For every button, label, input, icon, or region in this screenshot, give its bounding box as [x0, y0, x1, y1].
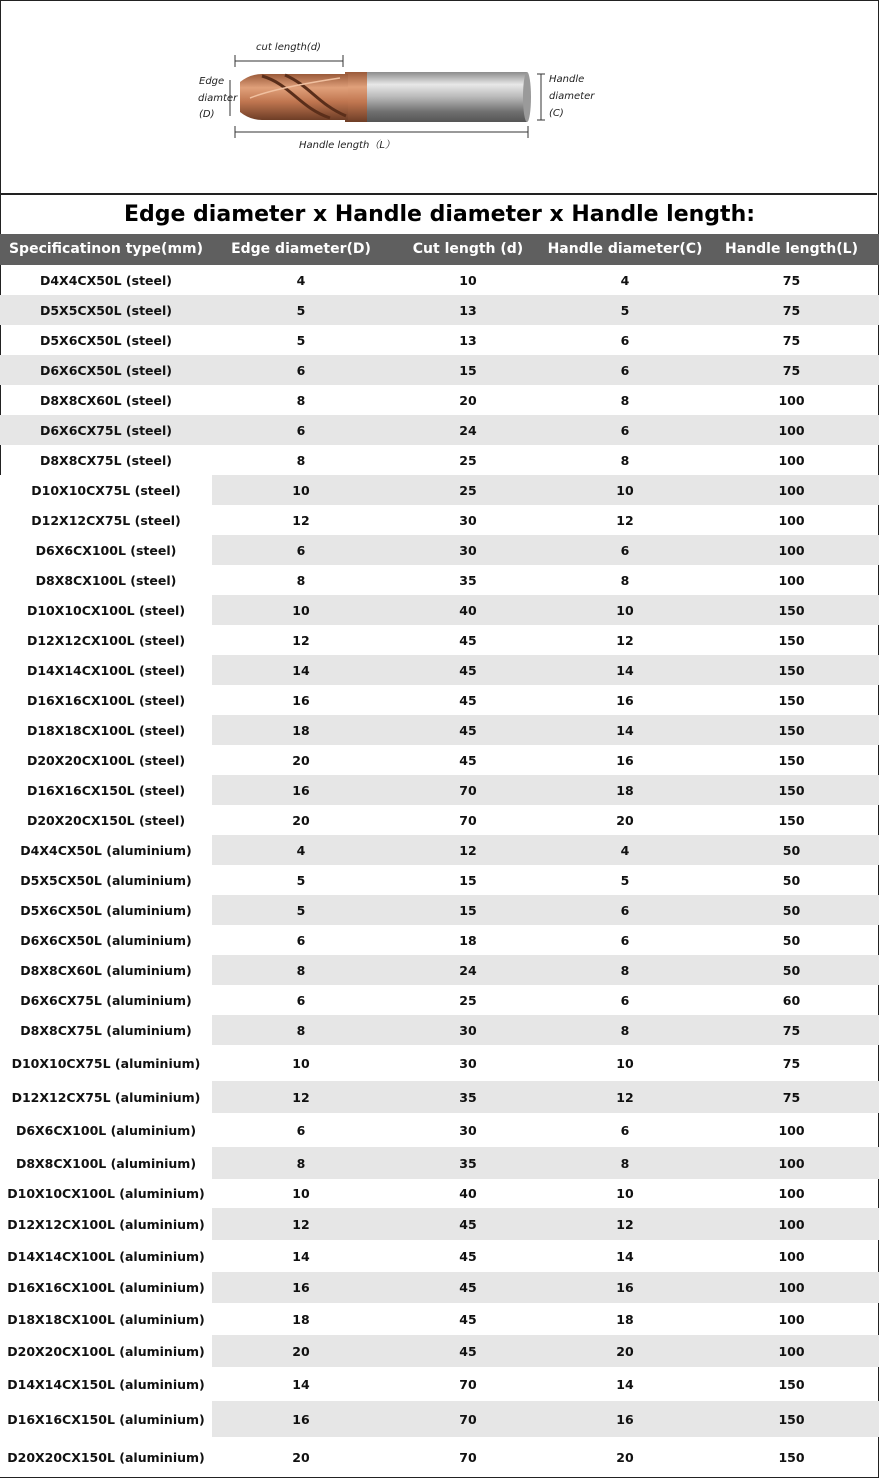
- edge-diameter-cell: 14: [292, 1376, 310, 1392]
- spec-cell: D14X14CX100L (aluminium): [0, 1240, 212, 1272]
- cut-length-cell: 45: [459, 1343, 477, 1359]
- edge-diameter-cell: 20: [292, 1343, 310, 1359]
- end-mill-diagram: [0, 0, 877, 195]
- table-row: [0, 805, 879, 835]
- spec-cell: D6X6CX50L (aluminium): [0, 925, 212, 955]
- handle-length-cell: 100: [778, 542, 805, 558]
- handle-diameter-cell: 20: [616, 1449, 634, 1465]
- spec-cell: D12X12CX100L (aluminium): [0, 1208, 212, 1240]
- edge-diameter-cell: 4: [296, 842, 306, 858]
- edge-diameter-cell: 8: [296, 1022, 306, 1038]
- spec-cell: D16X16CX100L (aluminium): [0, 1272, 212, 1303]
- spec-cell: D6X6CX100L (steel): [0, 535, 212, 565]
- spec-cell: D20X20CX100L (steel): [0, 745, 212, 775]
- column-header-cut-length: Cut length (d): [412, 241, 524, 257]
- edge-diameter-cell: 12: [292, 1089, 310, 1105]
- spec-cell: D5X6CX50L (steel): [39, 332, 172, 348]
- table-row: [0, 655, 879, 685]
- cut-length-cell: 70: [459, 812, 477, 828]
- cut-length-cell: 35: [459, 1089, 477, 1105]
- cut-length-cell: 70: [459, 1411, 477, 1427]
- cut-length-cell: 12: [459, 842, 477, 858]
- handle-length-cell: 150: [778, 1376, 805, 1392]
- cut-length-cell: 24: [459, 422, 477, 438]
- handle-diameter-cell: 20: [616, 812, 634, 828]
- spec-cell: D6X6CX75L (aluminium): [0, 985, 212, 1015]
- handle-diameter-cell: 16: [616, 1411, 634, 1427]
- handle-diameter-cell: 6: [620, 992, 630, 1008]
- spec-cell: D16X16CX150L (steel): [0, 775, 212, 805]
- handle-length-cell: 100: [778, 1280, 805, 1295]
- handle-length-cell: 100: [778, 392, 805, 408]
- handle-diameter-cell: 6: [620, 1122, 630, 1138]
- end-mill-illustration: [0, 0, 877, 193]
- table-row: [0, 1401, 879, 1437]
- spec-cell: D5X6CX50L (aluminium): [0, 895, 212, 925]
- handle-diameter-cell: 12: [616, 512, 634, 528]
- table-row: [0, 1081, 879, 1113]
- edge-diameter-cell: 10: [292, 1055, 310, 1071]
- handle-length-cell: 100: [778, 452, 805, 468]
- cut-length-cell: 45: [459, 752, 477, 768]
- edge-diameter-cell: 12: [292, 632, 310, 648]
- handle-diameter-cell: 16: [616, 692, 634, 708]
- handle-diameter-cell: 8: [620, 962, 630, 978]
- edge-diameter-cell: 14: [292, 662, 310, 678]
- spec-cell: D12X12CX100L (steel): [0, 625, 212, 655]
- table-row: [0, 625, 879, 655]
- handle-length-cell: 75: [782, 302, 801, 318]
- edge-diameter-cell: 16: [292, 1280, 310, 1295]
- cut-length-cell: 45: [459, 662, 477, 678]
- spec-cell: D20X20CX150L (aluminium): [0, 1437, 212, 1477]
- cut-length-cell: 40: [459, 1186, 477, 1201]
- edge-diameter-label-line3: (D): [199, 109, 215, 120]
- edge-diameter-cell: 12: [292, 512, 310, 528]
- handle-length-cell: 75: [782, 1022, 801, 1038]
- table-row: [0, 475, 879, 505]
- cut-length-cell: 15: [459, 872, 477, 888]
- spec-cell: D12X12CX75L (steel): [0, 505, 212, 535]
- handle-diameter-cell: 12: [616, 1216, 634, 1232]
- cut-length-cell: 45: [459, 632, 477, 648]
- cut-length-cell: 30: [459, 1122, 477, 1138]
- spec-cell: D10X10CX100L (steel): [0, 595, 212, 625]
- spec-cell: D6X6CX100L (aluminium): [0, 1113, 212, 1147]
- spec-cell: D6X6CX50L (steel): [39, 362, 172, 378]
- cut-length-cell: 45: [459, 692, 477, 708]
- handle-length-cell: 75: [782, 272, 801, 288]
- table-header: [0, 234, 879, 265]
- edge-diameter-cell: 20: [292, 1449, 310, 1465]
- table-row: [0, 835, 879, 865]
- handle-diameter-cell: 12: [616, 1089, 634, 1105]
- spec-cell: D18X18CX100L (aluminium): [0, 1303, 212, 1335]
- spec-cell: D14X14CX100L (steel): [0, 655, 212, 685]
- cut-length-cell: 70: [459, 782, 477, 798]
- table-row: [0, 1367, 879, 1401]
- handle-diameter-cell: 10: [616, 1186, 634, 1201]
- cut-length-cell: 25: [459, 992, 477, 1008]
- handle-diameter-cell: 8: [620, 452, 630, 468]
- spec-cell: D8X8CX75L (aluminium): [0, 1015, 212, 1045]
- handle-diameter-cell: 6: [620, 542, 630, 558]
- handle-diameter-cell: 6: [620, 902, 630, 918]
- spec-cell: D8X8CX60L (steel): [39, 392, 172, 408]
- spec-cell: D4X4CX50L (aluminium): [0, 835, 212, 865]
- table-row: [0, 385, 879, 415]
- handle-length-cell: 150: [778, 602, 805, 618]
- edge-diameter-cell: 6: [296, 932, 306, 948]
- edge-diameter-cell: 5: [296, 302, 306, 318]
- handle-diameter-cell: 14: [616, 722, 634, 738]
- handle-diameter-cell: 14: [616, 1376, 634, 1392]
- handle-diameter-cell: 6: [620, 932, 630, 948]
- spec-cell: D8X8CX75L (steel): [39, 452, 172, 468]
- edge-diameter-cell: 16: [292, 692, 310, 708]
- table-row: [0, 295, 879, 325]
- spec-cell: D20X20CX100L (aluminium): [0, 1335, 212, 1367]
- handle-diameter-cell: 14: [616, 662, 634, 678]
- handle-length-label: Handle length（L）: [299, 140, 395, 151]
- table-row: [0, 1437, 879, 1477]
- handle-length-cell: 150: [778, 812, 805, 828]
- cut-length-cell: 30: [459, 542, 477, 558]
- handle-length-cell: 100: [778, 1311, 805, 1327]
- table-row: [0, 1240, 879, 1272]
- edge-diameter-cell: 8: [296, 452, 306, 468]
- handle-diameter-cell: 5: [620, 302, 630, 318]
- table-row: [0, 355, 879, 385]
- handle-diameter-cell: 6: [620, 332, 630, 348]
- handle-length-cell: 150: [778, 692, 805, 708]
- cut-length-cell: 30: [459, 1055, 477, 1071]
- table-row: [0, 685, 879, 715]
- cut-length-cell: 45: [459, 1280, 477, 1295]
- table-row: [0, 505, 879, 535]
- handle-length-cell: 50: [782, 932, 801, 948]
- spec-cell: D4X4CX50L (steel): [39, 272, 172, 288]
- handle-length-cell: 150: [778, 722, 805, 738]
- cut-length-label: cut length(d): [256, 42, 321, 53]
- handle-length-cell: 50: [782, 842, 801, 858]
- cut-length-cell: 45: [459, 1216, 477, 1232]
- table-row: [0, 895, 879, 925]
- cut-length-cell: 35: [459, 572, 477, 588]
- handle-length-cell: 75: [782, 1055, 801, 1071]
- spec-heading: Edge diameter x Handle diameter x Handle length:: [123, 202, 756, 227]
- handle-diameter-label-line2: diameter: [549, 91, 595, 102]
- spec-cell: D16X16CX100L (steel): [0, 685, 212, 715]
- edge-diameter-cell: 10: [292, 602, 310, 618]
- handle-length-cell: 150: [778, 752, 805, 768]
- handle-diameter-cell: 4: [620, 842, 630, 858]
- cut-length-cell: 35: [459, 1155, 477, 1171]
- handle-diameter-cell: 8: [620, 1155, 630, 1171]
- edge-diameter-cell: 8: [296, 572, 306, 588]
- handle-diameter-cell: 20: [616, 1343, 634, 1359]
- spec-cell: D8X8CX100L (aluminium): [0, 1147, 212, 1179]
- handle-diameter-cell: 16: [616, 1280, 634, 1295]
- handle-diameter-cell: 10: [616, 482, 634, 498]
- handle-diameter-cell: 8: [620, 1022, 630, 1038]
- table-row: [0, 1147, 879, 1179]
- edge-diameter-cell: 6: [296, 992, 306, 1008]
- cut-length-cell: 13: [459, 302, 477, 318]
- edge-diameter-cell: 10: [292, 482, 310, 498]
- handle-length-cell: 75: [782, 1089, 801, 1105]
- handle-diameter-cell: 5: [620, 872, 630, 888]
- handle-length-cell: 100: [778, 1248, 805, 1264]
- handle-length-cell: 100: [778, 422, 805, 438]
- handle-diameter-cell: 6: [620, 422, 630, 438]
- table-row: [0, 1208, 879, 1240]
- handle-diameter-cell: 8: [620, 392, 630, 408]
- table-row: [0, 1045, 879, 1081]
- cut-length-cell: 20: [459, 392, 477, 408]
- edge-diameter-cell: 12: [292, 1216, 310, 1232]
- column-header-edge-diameter: Edge diameter(D): [231, 241, 371, 257]
- table-row: [0, 1272, 879, 1303]
- edge-diameter-cell: 6: [296, 362, 306, 378]
- edge-diameter-cell: 18: [292, 722, 310, 738]
- handle-length-cell: 60: [782, 992, 801, 1008]
- handle-length-cell: 75: [782, 332, 801, 348]
- handle-length-cell: 100: [778, 512, 805, 528]
- table-row: [0, 925, 879, 955]
- edge-diameter-cell: 5: [296, 872, 306, 888]
- handle-diameter-label-line1: Handle: [549, 74, 585, 85]
- spec-cell: D14X14CX150L (aluminium): [0, 1367, 212, 1401]
- table-row: [0, 775, 879, 805]
- cut-length-cell: 15: [459, 902, 477, 918]
- table-row: [0, 325, 879, 355]
- spec-cell: D16X16CX150L (aluminium): [0, 1401, 212, 1437]
- handle-diameter-cell: 16: [616, 752, 634, 768]
- cut-length-cell: 45: [459, 1311, 477, 1327]
- spec-cell: D6X6CX75L (steel): [39, 422, 172, 438]
- table-row: [0, 415, 879, 445]
- table-row: [0, 1113, 879, 1147]
- edge-diameter-label-line2: diamter: [198, 93, 238, 104]
- edge-diameter-label-line1: Edge: [199, 76, 225, 87]
- edge-diameter-cell: 14: [292, 1248, 310, 1264]
- handle-length-cell: 100: [778, 572, 805, 588]
- handle-length-cell: 100: [778, 1343, 805, 1359]
- cut-length-cell: 70: [459, 1376, 477, 1392]
- handle-diameter-label-line3: (C): [549, 108, 564, 119]
- cut-length-cell: 15: [459, 362, 477, 378]
- cut-length-cell: 13: [459, 332, 477, 348]
- table-row: [0, 1179, 879, 1208]
- edge-diameter-cell: 6: [296, 1122, 306, 1138]
- edge-diameter-cell: 4: [296, 272, 306, 288]
- edge-diameter-cell: 8: [296, 1155, 306, 1171]
- table-row: [0, 1335, 879, 1367]
- handle-diameter-cell: 10: [616, 1055, 634, 1071]
- edge-diameter-cell: 20: [292, 812, 310, 828]
- handle-length-cell: 100: [778, 1155, 805, 1171]
- table-row: [0, 745, 879, 775]
- handle-diameter-cell: 14: [616, 1248, 634, 1264]
- handle-diameter-cell: 6: [620, 362, 630, 378]
- table-row: [0, 565, 879, 595]
- table-row: [0, 865, 879, 895]
- handle-length-cell: 150: [778, 782, 805, 798]
- edge-diameter-cell: 6: [296, 422, 306, 438]
- cut-length-cell: 45: [459, 1248, 477, 1264]
- cut-length-cell: 24: [459, 962, 477, 978]
- spec-cell: D20X20CX150L (steel): [0, 805, 212, 835]
- handle-length-cell: 100: [778, 1216, 805, 1232]
- spec-cell: D8X8CX100L (steel): [0, 565, 212, 595]
- handle-length-cell: 150: [778, 662, 805, 678]
- cut-length-cell: 25: [459, 482, 477, 498]
- handle-length-cell: 150: [778, 632, 805, 648]
- spec-cell: D18X18CX100L (steel): [0, 715, 212, 745]
- table-row: [0, 1303, 879, 1335]
- edge-diameter-cell: 16: [292, 782, 310, 798]
- table-row: [0, 265, 879, 295]
- table-row: [0, 985, 879, 1015]
- spec-cell: D12X12CX75L (aluminium): [0, 1081, 212, 1113]
- spec-cell: D8X8CX60L (aluminium): [0, 955, 212, 985]
- edge-diameter-cell: 20: [292, 752, 310, 768]
- handle-length-cell: 50: [782, 872, 801, 888]
- table-row: [0, 535, 879, 565]
- handle-length-cell: 100: [778, 482, 805, 498]
- handle-diameter-cell: 8: [620, 572, 630, 588]
- handle-length-cell: 50: [782, 902, 801, 918]
- column-header-handle-diameter: Handle diameter(C): [547, 241, 703, 257]
- column-header-handle-length: Handle length(L): [725, 241, 858, 257]
- cut-length-cell: 18: [459, 932, 477, 948]
- table-row: [0, 715, 879, 745]
- edge-diameter-cell: 10: [292, 1186, 310, 1201]
- cut-length-cell: 45: [459, 722, 477, 738]
- edge-diameter-cell: 5: [296, 902, 306, 918]
- cut-length-cell: 40: [459, 602, 477, 618]
- edge-diameter-cell: 18: [292, 1311, 310, 1327]
- cut-length-cell: 10: [459, 272, 477, 288]
- handle-diameter-cell: 12: [616, 632, 634, 648]
- spec-cell: D10X10CX75L (steel): [0, 475, 212, 505]
- edge-diameter-cell: 8: [296, 392, 306, 408]
- cut-length-cell: 25: [459, 452, 477, 468]
- cut-length-cell: 70: [459, 1449, 477, 1465]
- handle-length-cell: 100: [778, 1186, 805, 1201]
- handle-length-cell: 50: [782, 962, 801, 978]
- handle-diameter-cell: 4: [620, 272, 630, 288]
- table-row: [0, 595, 879, 625]
- spec-cell: D5X5CX50L (steel): [39, 302, 172, 318]
- edge-diameter-cell: 16: [292, 1411, 310, 1427]
- spec-cell: D10X10CX75L (aluminium): [0, 1045, 212, 1081]
- shank-shape: [365, 72, 527, 122]
- handle-diameter-cell: 10: [616, 602, 634, 618]
- spec-cell: D10X10CX100L (aluminium): [0, 1179, 212, 1208]
- edge-diameter-cell: 5: [296, 332, 306, 348]
- handle-diameter-cell: 18: [616, 1311, 634, 1327]
- handle-length-cell: 75: [782, 362, 801, 378]
- edge-diameter-cell: 8: [296, 962, 306, 978]
- cut-length-cell: 30: [459, 1022, 477, 1038]
- handle-length-cell: 150: [778, 1411, 805, 1427]
- handle-diameter-cell: 18: [616, 782, 634, 798]
- spec-cell: D5X5CX50L (aluminium): [0, 865, 212, 895]
- handle-length-cell: 100: [778, 1122, 805, 1138]
- cut-length-cell: 30: [459, 512, 477, 528]
- edge-diameter-cell: 6: [296, 542, 306, 558]
- table-row: [0, 955, 879, 985]
- table-row: [0, 445, 879, 475]
- table-row: [0, 1015, 879, 1045]
- column-header-spec: Specificatinon type(mm): [8, 241, 204, 257]
- handle-length-cell: 150: [778, 1449, 805, 1465]
